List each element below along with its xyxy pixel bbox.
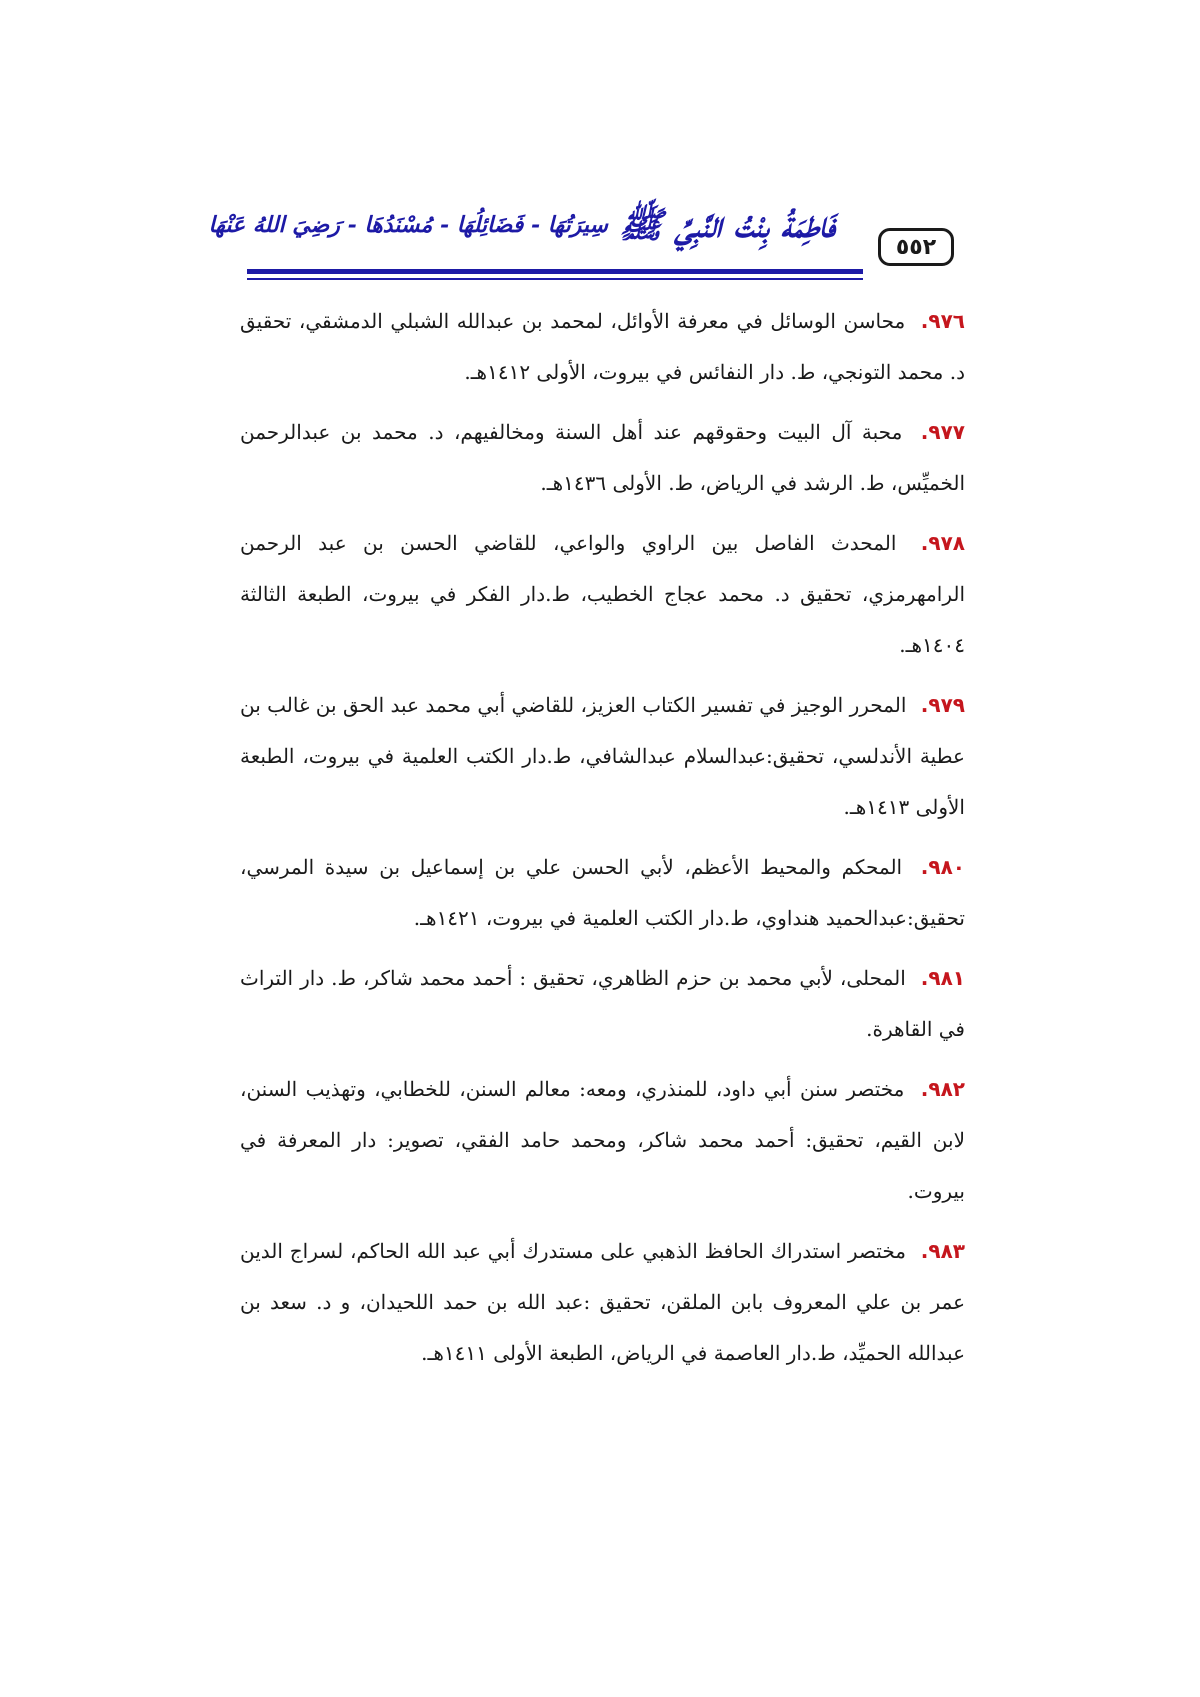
entry-text: المحكم والمحيط الأعظم، لأبي الحسن علي بن إسماعيل بن سيدة المرسي، تحقيق:عبدالحميد هنداوي، ط.دار الكتب العلمية في بيروت، ١٤٢١هـ.: [240, 855, 965, 930]
entry-number: ٩٧٨.: [920, 531, 966, 555]
bibliography-entry: [240, 842, 965, 944]
entry-number: ٩٨٣.: [920, 1239, 965, 1263]
entry-number: ٩٨٢.: [920, 1077, 966, 1101]
bibliography-list: [240, 296, 965, 1388]
bibliography-entry: [240, 1226, 965, 1379]
entry-text: مختصر استدراك الحافظ الذهبي على مستدرك أبي عبد الله الحاكم، لسراج الدين عمر بن علي المعروف بابن الملقن، تحقيق :عبد الله بن حمد اللحيدان، و د. سعد بن عبدالله الحميِّد، ط.دار العاصمة في الرياض، الطبعة الأولى ١٤١١هـ.: [240, 1239, 965, 1365]
bibliography-entry: [240, 1064, 965, 1217]
book-subtitle: سِيرَتُهَا - فَضَائِلُهَا - مُسْنَدُهَا - رَضِيَ اللهُ عَنْهَا: [208, 212, 608, 238]
bibliography-entry: [240, 680, 965, 833]
entry-text: محاسن الوسائل في معرفة الأوائل، لمحمد بن عبدالله الشبلي الدمشقي، تحقيق د. محمد التونجي، ط. دار النفائس في بيروت، الأولى ١٤١٢هـ.: [240, 309, 965, 384]
page-number: ٥٥٢: [878, 228, 954, 266]
entry-number: ٩٧٦.: [920, 309, 965, 333]
bibliography-entry: [240, 296, 965, 398]
page-header: [0, 0, 1200, 300]
entry-text: مختصر سنن أبي داود، للمنذري، ومعه: معالم السنن، للخطابي، وتهذيب السنن، لابن القيم، تحقيق: أحمد محمد شاكر، ومحمد حامد الفقي، تصوير: دار المعرفة في بيروت.: [240, 1077, 965, 1203]
bibliography-entry: [240, 518, 965, 671]
entry-number: ٩٧٩.: [920, 693, 965, 717]
header-rule-thick: [247, 269, 863, 274]
entry-text: محبة آل البيت وحقوقهم عند أهل السنة ومخالفيهم، د. محمد بن عبدالرحمن الخميِّس، ط. الرشد في الرياض، ط. الأولى ١٤٣٦هـ.: [240, 420, 965, 495]
entry-text: المحدث الفاصل بين الراوي والواعي، للقاضي الحسن بن عبد الرحمن الرامهرمزي، تحقيق د. محمد عجاج الخطيب، ط.دار الفكر في بيروت، الطبعة الثالثة ١٤٠٤هـ.: [240, 531, 966, 657]
entry-number: ٩٨١.: [920, 966, 965, 990]
bibliography-entry: [240, 953, 965, 1055]
header-rule-thin: [247, 278, 863, 280]
entry-number: ٩٨٠.: [920, 855, 966, 879]
entry-number: ٩٧٧.: [920, 420, 965, 444]
bibliography-entry: [240, 407, 965, 509]
running-title: [208, 195, 835, 267]
book-title: فَاطِمَةُ بِنْتُ النَّبِيِّ ﷺ: [619, 204, 835, 246]
entry-text: المحرر الوجيز في تفسير الكتاب العزيز، للقاضي أبي محمد عبد الحق بن غالب بن عطية الأندلسي، تحقيق:عبدالسلام عبدالشافي، ط.دار الكتب العلمية في بيروت، الطبعة الأولى ١٤١٣هـ.: [240, 693, 965, 819]
entry-text: المحلى، لأبي محمد بن حزم الظاهري، تحقيق : أحمد محمد شاكر، ط. دار التراث في القاهرة.: [240, 966, 965, 1041]
